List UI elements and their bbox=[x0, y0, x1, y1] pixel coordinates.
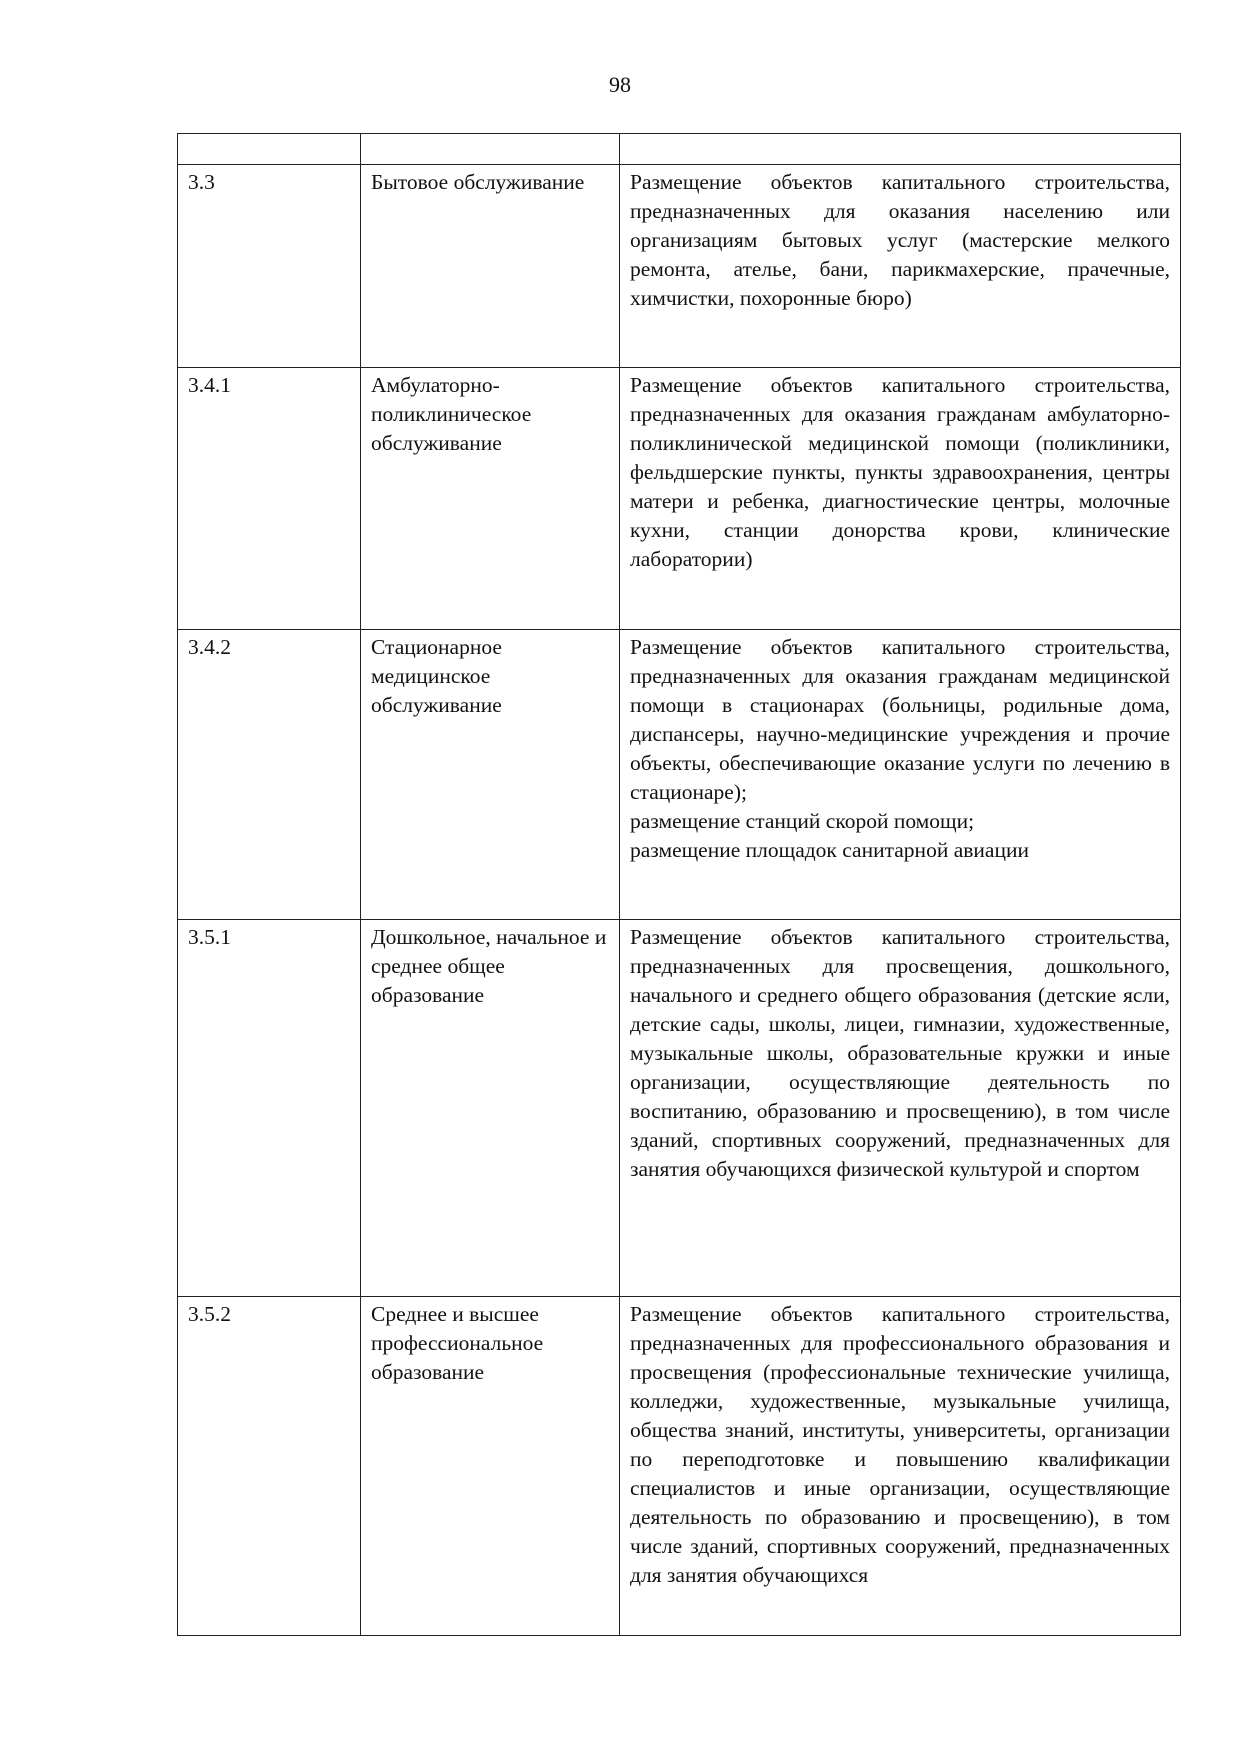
description-cell bbox=[620, 920, 1181, 1297]
code-cell bbox=[178, 630, 361, 920]
description-text: размещение площадок санитарной авиации bbox=[630, 838, 1029, 862]
land-use-table bbox=[177, 133, 1181, 1636]
description-text: Размещение объектов капитального строительства, предназначенных для оказания гражданам медицинской помощи в стационарах (больницы, родильные дома, диспансеры, научно-медицинские учреждения и прочие объекты, обеспечивающие оказание услуги по лечению в стационаре); bbox=[630, 635, 1170, 804]
code-text: 3.5.2 bbox=[188, 1302, 231, 1326]
table-row bbox=[178, 1297, 1181, 1636]
code-text: 3.4.1 bbox=[188, 373, 231, 397]
table-header-row bbox=[178, 134, 1181, 165]
code-cell bbox=[178, 165, 361, 368]
name-cell bbox=[361, 165, 620, 368]
header-cell-description bbox=[620, 134, 1181, 165]
page-number: 98 bbox=[609, 72, 631, 97]
code-text: 3.4.2 bbox=[188, 635, 231, 659]
description-cell bbox=[620, 1297, 1181, 1636]
description-cell bbox=[620, 630, 1181, 920]
description-text: Размещение объектов капитального строительства, предназначенных для оказания населению или организациям бытовых услуг (мастерские мелкого ремонта, ателье, бани, парикмахерские, прачечные, химчистки, похоронные бюро) bbox=[630, 170, 1170, 310]
code-text: 3.3 bbox=[188, 170, 215, 194]
table-row bbox=[178, 630, 1181, 920]
description-text: Размещение объектов капитального строительства, предназначенных для просвещения, дошкольного, начального и среднего общего образования (детские ясли, детские сады, школы, лицеи, гимназии, художественные, музыкальные школы, образовательные кружки и иные организации, осуществляющие деятельность по воспитанию, образованию и просвещению), в том числе зданий, спортивных сооружений, предназначенных для занятия обучающихся физической культурой и спортом bbox=[630, 925, 1170, 1181]
header-cell-name bbox=[361, 134, 620, 165]
header-cell-code bbox=[178, 134, 361, 165]
code-cell bbox=[178, 920, 361, 1297]
table-row bbox=[178, 920, 1181, 1297]
table-row bbox=[178, 368, 1181, 630]
name-cell bbox=[361, 630, 620, 920]
description-text: размещение станций скорой помощи; bbox=[630, 809, 975, 833]
code-cell bbox=[178, 1297, 361, 1636]
description-text: Размещение объектов капитального строительства, предназначенных для профессионального образования и просвещения (профессиональные технические училища, колледжи, художественные, музыкальные училища, общества знаний, институты, университеты, организации по переподготовке и повышению квалификации специалистов и иные организации, осуществляющие деятельность по образованию и просвещению), в том числе зданий, спортивных сооружений, предназначенных для занятия обучающихся bbox=[630, 1302, 1170, 1587]
name-text: Стационарное медицинское обслуживание bbox=[371, 635, 502, 717]
name-text: Дошкольное, начальное и среднее общее образование bbox=[371, 925, 607, 1007]
name-text: Бытовое обслуживание bbox=[371, 170, 585, 194]
name-cell bbox=[361, 1297, 620, 1636]
table-row bbox=[178, 165, 1181, 368]
description-text: Размещение объектов капитального строительства, предназначенных для оказания гражданам амбулаторно-поликлинической медицинской помощи (поликлиники, фельдшерские пункты, пункты здравоохранения, центры матери и ребенка, диагностические центры, молочные кухни, станции донорства крови, клинические лаборатории) bbox=[630, 373, 1170, 571]
name-cell bbox=[361, 368, 620, 630]
name-text: Среднее и высшее профессиональное образование bbox=[371, 1302, 544, 1384]
name-cell bbox=[361, 920, 620, 1297]
code-text: 3.5.1 bbox=[188, 925, 231, 949]
description-cell bbox=[620, 165, 1181, 368]
code-cell bbox=[178, 368, 361, 630]
name-text: Амбулаторно-поликлиническое обслуживание bbox=[371, 373, 532, 455]
description-cell bbox=[620, 368, 1181, 630]
